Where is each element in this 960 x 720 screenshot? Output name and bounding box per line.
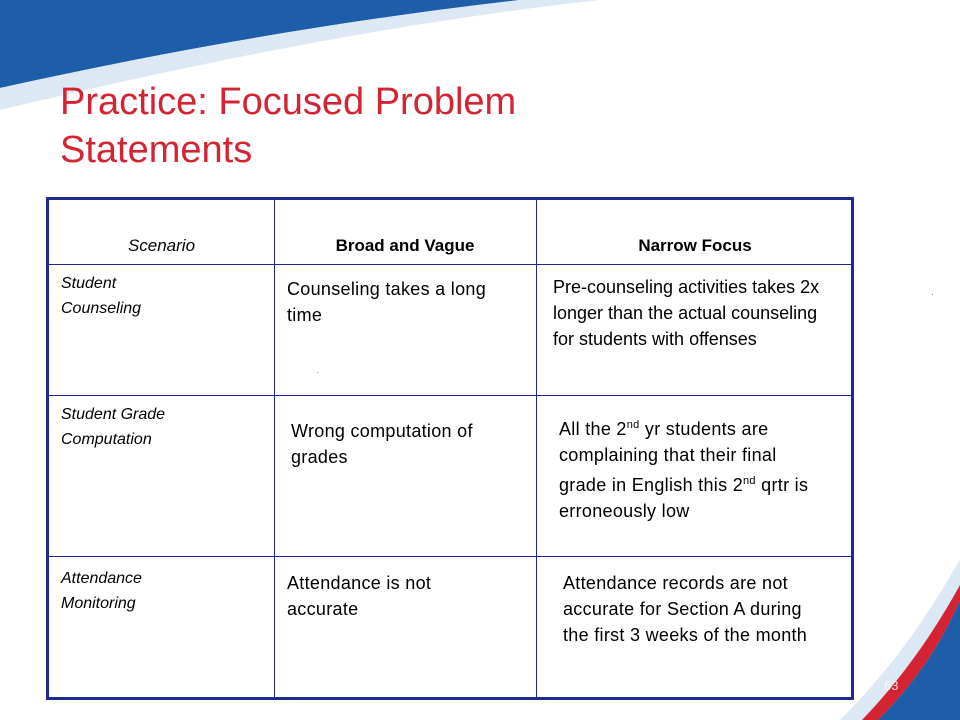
row-divider <box>49 556 851 557</box>
broad-cell: Attendance is not accurate <box>287 573 432 619</box>
header-narrow-focus: Narrow Focus <box>638 236 752 255</box>
slide-title: Practice: Focused Problem Statements <box>60 81 517 171</box>
header-broad-and-vague: Broad and Vague <box>335 236 475 255</box>
stray-dot <box>317 372 318 373</box>
narrow-cell: Attendance records are not accurate for Section A during the first 3 weeks of the month <box>563 573 808 645</box>
broad-cell: Counseling takes a long time <box>287 279 487 325</box>
narrow-cell: Pre-counseling activities takes 2x longer than the actual counseling for students with offenses <box>553 277 820 349</box>
scenario-cell: Student Counseling <box>61 275 142 317</box>
scenario-cell: Student Grade Computation <box>61 406 166 448</box>
scenario-cell: Attendance Monitoring <box>61 570 142 612</box>
row-divider <box>49 395 851 396</box>
problem-statements-table <box>46 197 854 700</box>
narrow-cell: All the 2nd yr students are complaining that their final grade in English this 2nd qrtr is erroneously low <box>559 419 809 521</box>
page-number: 63 <box>884 678 899 693</box>
stray-dot <box>932 294 933 295</box>
header-scenario: Scenario <box>127 236 196 255</box>
column-divider <box>274 200 275 697</box>
broad-cell: Wrong computation of grades <box>291 421 473 467</box>
row-divider <box>49 264 851 265</box>
column-divider <box>536 200 537 697</box>
